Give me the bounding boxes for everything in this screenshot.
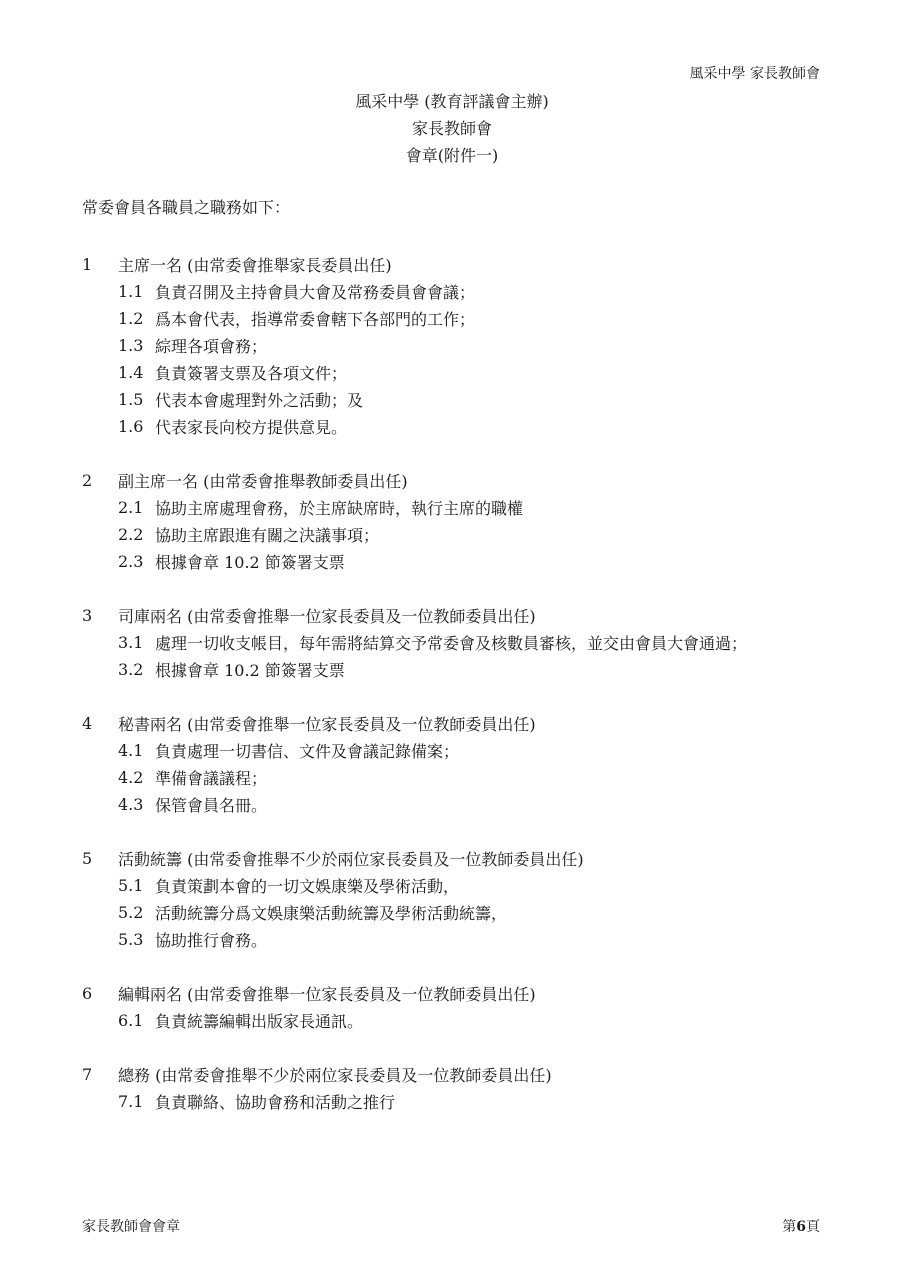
item-text: 處理一切收支帳目，每年需將結算交予常委會及核數員審核，並交由會員大會通過； [155,634,748,653]
list-item [82,629,844,656]
section-heading [82,980,844,1007]
page-suffix: 頁 [806,1219,820,1235]
item-number: 2.1 [118,498,144,517]
item-text: 協助推行會務。 [155,931,268,950]
title-constitution: 會章(附件一) [405,146,499,165]
item-text: 爲本會代表，指導常委會轄下各部門的工作； [155,310,476,329]
item-number: 1.5 [118,390,144,409]
list-item [82,278,844,305]
item-text: 負責聯絡、協助會務和活動之推行 [155,1093,396,1112]
item-text: 根據會章 10.2 節簽署支票 [155,661,345,680]
section-number: 5 [82,849,93,868]
list-item [82,305,844,332]
section-secretary [82,710,844,818]
section-editor [82,980,844,1034]
item-text: 負責簽署支票及各項文件； [155,364,348,383]
section-title: 副主席一名 (由常委會推舉教師委員出任) [118,472,408,491]
section-number: 7 [82,1065,93,1084]
duties-list [82,251,844,1142]
section-number: 4 [82,714,93,733]
section-number: 6 [82,984,93,1003]
section-title: 秘書兩名 (由常委會推舉一位家長委員及一位教師委員出任) [118,715,536,734]
section-heading [82,251,844,278]
item-number: 1.4 [118,363,144,382]
item-number: 1.1 [118,282,144,301]
section-title: 編輯兩名 (由常委會推舉一位家長委員及一位教師委員出任) [118,985,536,1004]
list-item [82,521,844,548]
list-item [82,332,844,359]
item-number: 3.2 [118,660,144,679]
item-number: 4.3 [118,795,144,814]
item-text: 綜理各項會務； [155,337,268,356]
item-number: 5.2 [118,903,144,922]
section-title: 活動統籌 (由常委會推舉不少於兩位家長委員及一位教師委員出任) [118,850,584,869]
list-item [82,386,844,413]
section-activities [82,845,844,953]
item-number: 1.3 [118,336,144,355]
section-title: 司庫兩名 (由常委會推舉一位家長委員及一位教師委員出任) [118,607,536,626]
section-number: 3 [82,606,93,625]
section-heading [82,845,844,872]
page-number-value: 6 [796,1219,806,1235]
list-item [82,548,844,575]
item-number: 7.1 [118,1092,144,1111]
item-text: 協助主席跟進有關之決議事項； [155,526,380,545]
section-title: 主席一名 (由常委會推舉家長委員出任) [118,256,392,275]
section-chairman [82,251,844,440]
page-number [782,1216,820,1236]
list-item [82,737,844,764]
footer-document-name: 家長教師會會章 [82,1219,180,1235]
section-heading [82,1061,844,1088]
item-number: 4.2 [118,768,144,787]
item-text: 代表家長向校方提供意見。 [155,418,348,437]
item-text: 負責策劃本會的一切文娛康樂及學術活動， [155,877,460,896]
item-number: 6.1 [118,1011,144,1030]
item-text: 負責統籌編輯出版家長通訊。 [155,1012,364,1031]
section-general-affairs [82,1061,844,1115]
list-item [82,413,844,440]
title-association: 家長教師會 [411,119,492,138]
item-number: 4.1 [118,741,144,760]
item-text: 保管會員名冊。 [155,796,268,815]
list-item [82,899,844,926]
page-header: 風采中學 家長教師會 [689,66,820,82]
section-treasurer [82,602,844,683]
item-text: 協助主席處理會務，於主席缺席時，執行主席的職權 [155,499,524,518]
list-item [82,359,844,386]
list-item [82,872,844,899]
item-number: 2.3 [118,552,144,571]
item-text: 負責處理一切書信、文件及會議記錄備案； [155,742,460,761]
list-item [82,791,844,818]
section-vice-chairman [82,467,844,575]
section-heading [82,467,844,494]
item-number: 2.2 [118,525,144,544]
document-title [0,88,904,169]
item-number: 3.1 [118,633,144,652]
section-heading [82,710,844,737]
list-item [82,1088,844,1115]
section-title: 總務 (由常委會推舉不少於兩位家長委員及一位教師委員出任) [118,1066,552,1085]
section-number: 1 [82,255,93,274]
section-number: 2 [82,471,93,490]
list-item [82,764,844,791]
list-item [82,926,844,953]
item-number: 5.1 [118,876,144,895]
item-text: 負責召開及主持會員大會及常務委員會會議； [155,283,476,302]
item-text: 根據會章 10.2 節簽署支票 [155,553,345,572]
item-text: 準備會議議程； [155,769,268,788]
item-number: 1.6 [118,417,144,436]
section-heading [82,602,844,629]
list-item [82,1007,844,1034]
list-item [82,494,844,521]
item-number: 1.2 [118,309,144,328]
intro-text: 常委會員各職員之職務如下： [82,198,291,217]
item-text: 代表本會處理對外之活動；及 [155,391,364,410]
item-number: 5.3 [118,930,144,949]
list-item [82,656,844,683]
item-text: 活動統籌分爲文娛康樂活動統籌及學術活動統籌， [155,904,508,923]
page-prefix: 第 [782,1219,797,1235]
title-school: 風采中學 (教育評議會主辦) [355,92,549,111]
